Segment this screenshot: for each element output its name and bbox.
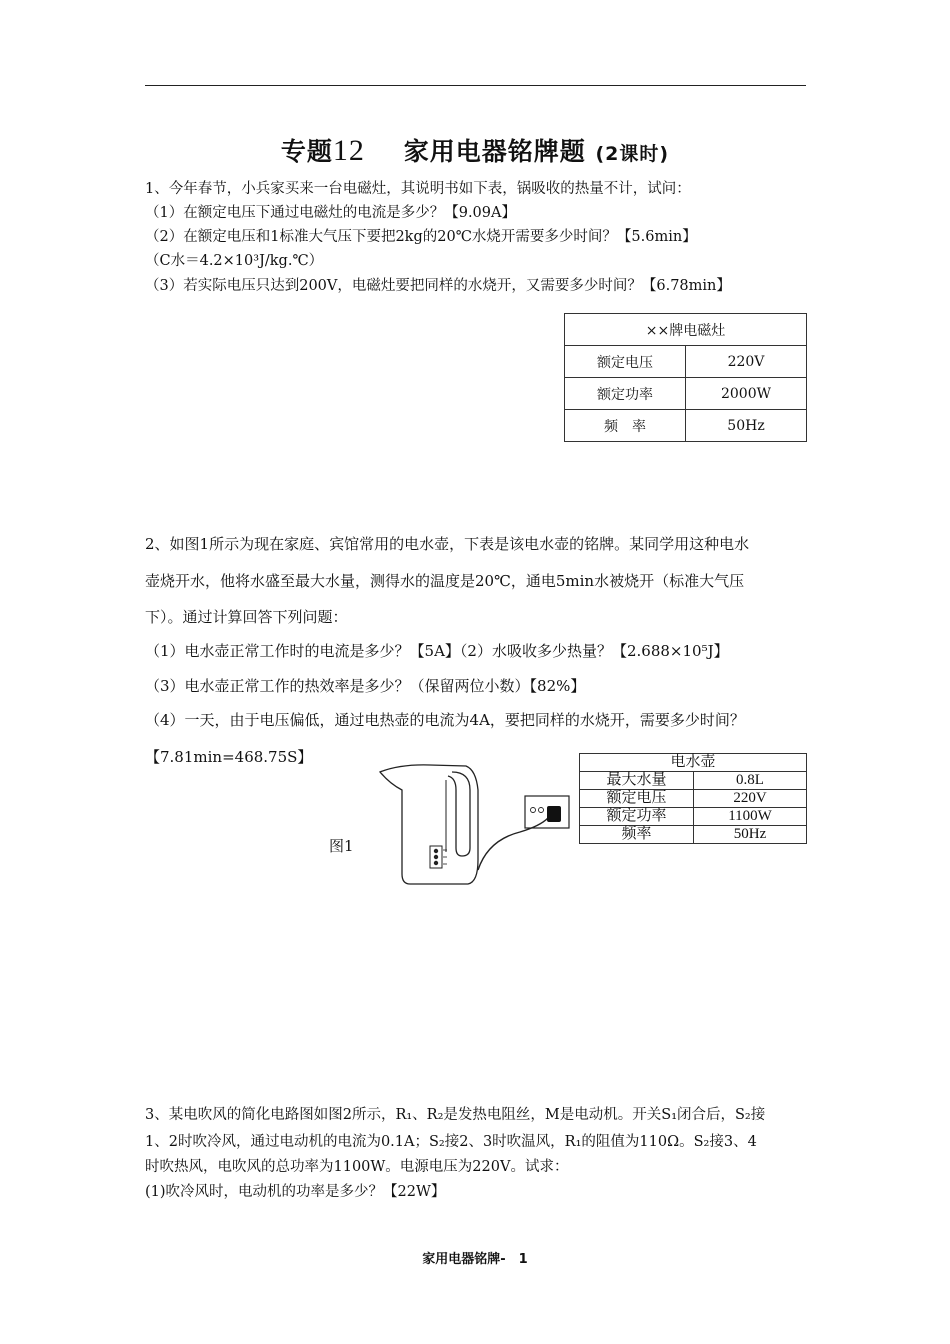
- q2-part1-2: （1）电水壶正常工作时的电流是多少？【5A】（2）水吸收多少热量？【2.688×10⁵J】: [145, 642, 729, 660]
- figure-1-label: 图1: [329, 837, 354, 855]
- page-footer: 家用电器铭牌- 1: [422, 1252, 528, 1267]
- table2-value: 50Hz: [694, 826, 807, 844]
- table2-key: 最大水量: [580, 772, 694, 790]
- q1-constant: （C水＝4.2×10³J/kg.℃）: [145, 253, 324, 269]
- table2-key: 频率: [580, 826, 694, 844]
- q2-part3: （3）电水壶正常工作的热效率是多少？（保留两位小数）【82%】: [145, 677, 586, 695]
- kettle-illustration: [370, 760, 580, 890]
- title-number: 12: [332, 134, 365, 167]
- title-main: 专题: [280, 137, 333, 166]
- kettle-nameplate: [579, 753, 807, 844]
- table2-value: 0.8L: [694, 772, 807, 790]
- q2-line2: 壶烧开水，他将水盛至最大水量，测得水的温度是20℃，通电5min水被烧开（标准大气压: [145, 572, 745, 590]
- table1-key: 额定功率: [565, 378, 686, 410]
- table2-key: 额定功率: [580, 808, 694, 826]
- table2-header: 电水壶: [580, 754, 807, 772]
- q1-part2: （2）在额定电压和1标准大气压下要把2kg的20℃水烧开需要多少时间？【5.6min】: [145, 229, 697, 245]
- table1-key: 额定电压: [565, 346, 686, 378]
- q3-line1: 3、某电吹风的简化电路图如图2所示，R₁、R₂是发热电阻丝，M是电动机。开关S₁闭合后，S₂接: [145, 1107, 766, 1123]
- table2-value: 220V: [694, 790, 807, 808]
- q2-line3: 下）。通过计算回答下列问题：: [145, 608, 348, 626]
- title-topic: 家用电器铭牌题: [403, 137, 586, 166]
- q2-line1: 2、如图1所示为现在家庭、宾馆常用的电水壶，下表是该电水壶的铭牌。某同学用这种电水: [145, 535, 750, 553]
- table1-value: 2000W: [686, 378, 807, 410]
- q3-line3: 时吹热风，电吹风的总功率为1100W。电源电压为220V。试求：: [145, 1159, 569, 1175]
- table1-value: 50Hz: [686, 410, 807, 442]
- table1-key: 频 率: [565, 410, 686, 442]
- table2-value: 1100W: [694, 808, 807, 826]
- table1-header: ××牌电磁灶: [565, 314, 807, 346]
- q1-part3: （3）若实际电压只达到200V，电磁灶要把同样的水烧开，又需要多少时间？【6.78min】: [145, 278, 731, 294]
- top-rule: [145, 85, 806, 86]
- page-title: [0, 132, 950, 168]
- q1-intro: 1、今年春节，小兵家买来一台电磁灶，其说明书如下表，锅吸收的热量不计，试问：: [145, 181, 691, 197]
- q1-part1: （1）在额定电压下通过电磁灶的电流是多少？【9.09A】: [145, 205, 516, 221]
- q3-line2: 1、2时吹冷风，通过电动机的电流为0.1A；S₂接2、3时吹温风，R₁的阻值为110Ω。S₂接3、4: [145, 1134, 757, 1150]
- title-sub: (2课时): [595, 143, 670, 165]
- induction-cooker-nameplate: [564, 313, 807, 442]
- table2-key: 额定电压: [580, 790, 694, 808]
- q2-answer4: 【7.81min=468.75S】: [145, 748, 313, 766]
- q2-part4: （4）一天，由于电压偏低，通过电热壶的电流为4A，要把同样的水烧开，需要多少时间？: [145, 711, 745, 729]
- q3-part1: (1)吹冷风时，电动机的功率是多少？【22W】: [145, 1184, 446, 1200]
- table1-value: 220V: [686, 346, 807, 378]
